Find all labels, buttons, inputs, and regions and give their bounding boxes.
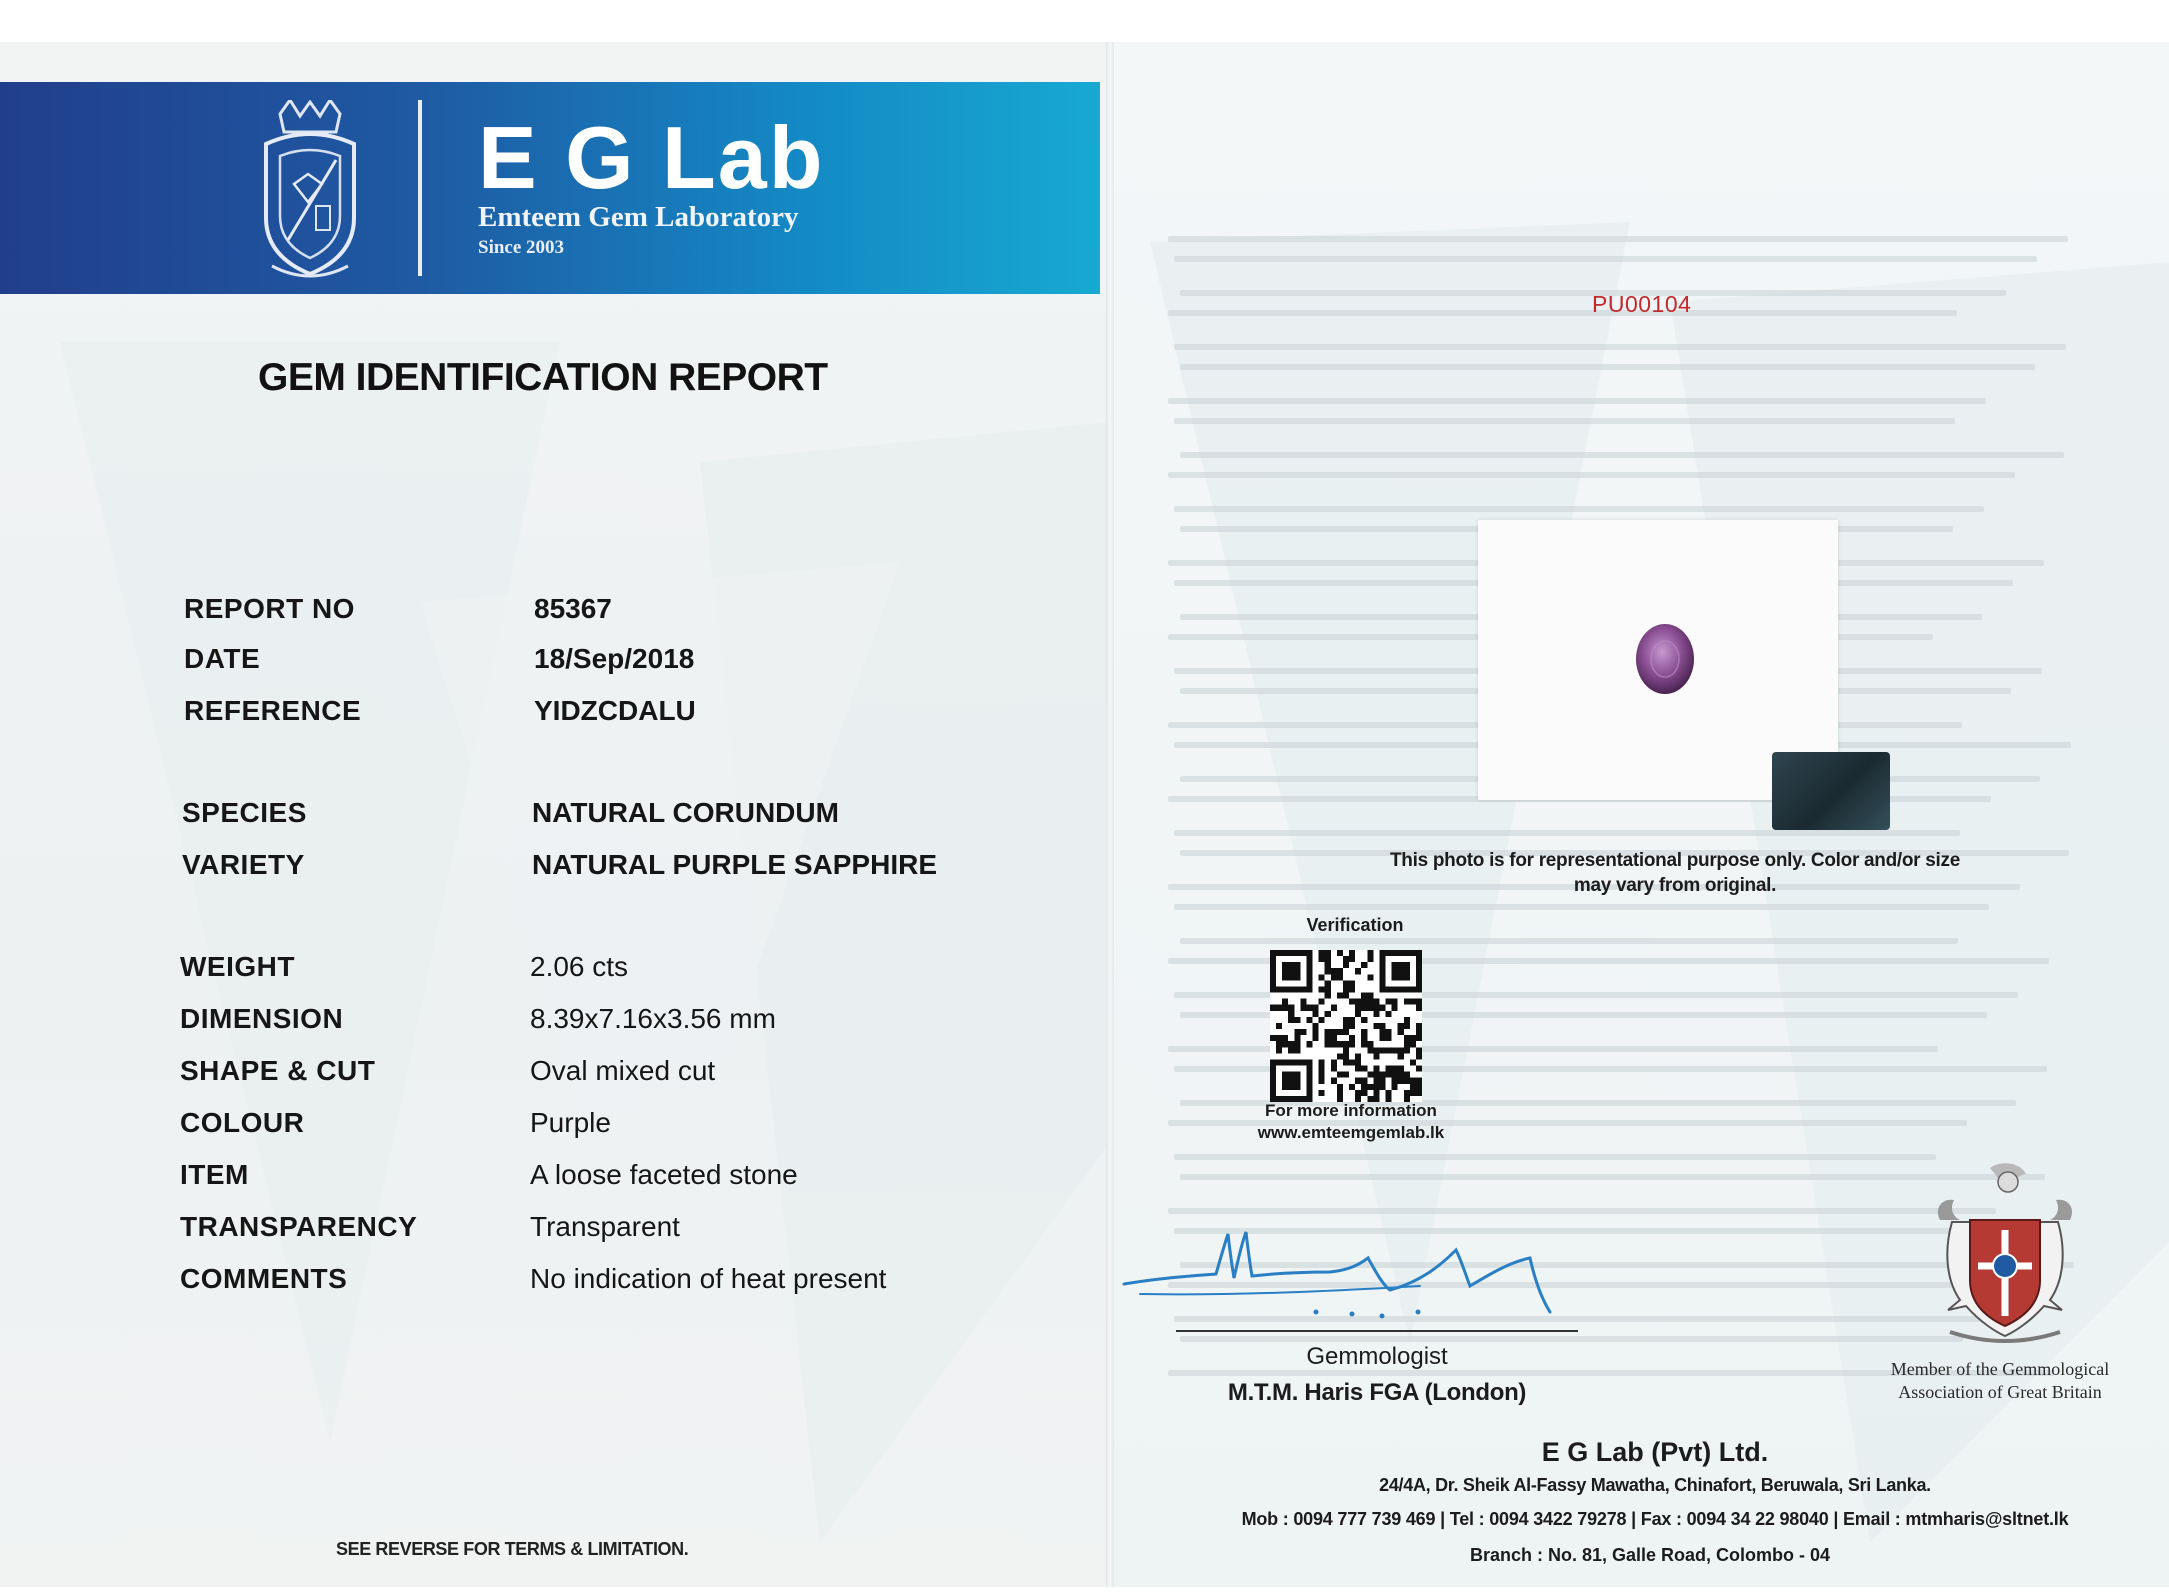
field-value: NATURAL PURPLE SAPPHIRE <box>532 849 938 880</box>
company-name: E G Lab (Pvt) Ltd. <box>1541 1437 1769 1467</box>
field-value: Oval mixed cut <box>530 1055 716 1086</box>
field-value: 18/Sep/2018 <box>534 643 695 674</box>
gemmologist-title: Gemmologist <box>1306 1343 1448 1370</box>
hologram-sticker <box>1772 752 1890 830</box>
field-label: ITEM <box>180 1159 249 1190</box>
field-value: 85367 <box>534 593 612 624</box>
field-label: SPECIES <box>182 797 307 828</box>
field-label: COMMENTS <box>180 1263 348 1294</box>
company-branch: Branch : No. 81, Galle Road, Colombo - 04 <box>1469 1545 1831 1565</box>
brand-name: E G Lab <box>478 108 825 207</box>
field-value: 2.06 cts <box>530 951 629 982</box>
purple-sapphire-image <box>1630 618 1700 700</box>
company-address: 24/4A, Dr. Sheik Al-Fassy Mawatha, Chinafort, Beruwala, Sri Lanka. <box>1379 1475 1931 1495</box>
verification-label: Verification <box>1306 915 1404 935</box>
field-value: Purple <box>530 1107 611 1138</box>
company-contact: Mob : 0094 777 739 469 | Tel : 0094 3422 79278 | Fax : 0094 34 22 98040 | Email : mtmharis@sltnet.lk <box>1241 1509 2069 1529</box>
website-link[interactable]: www.emteemgemlab.lk <box>1257 1123 1445 1142</box>
field-value: YIDZCDALU <box>534 695 696 726</box>
gemmologist-signature <box>1120 1200 1600 1340</box>
photo-disclaimer: This photo is for representational purpose only. Color and/or size may vary from original. <box>1390 850 1960 896</box>
field-value: 8.39x7.16x3.56 mm <box>530 1003 776 1034</box>
report-title: GEM IDENTIFICATION REPORT <box>258 356 828 399</box>
brand-subtitle: Emteem Gem Laboratory <box>478 201 799 233</box>
header-divider <box>418 100 422 276</box>
more-info-label: For more information <box>1265 1101 1437 1120</box>
field-value: Transparent <box>530 1211 680 1242</box>
field-label: SHAPE & CUT <box>180 1055 376 1086</box>
gemmologist-name: M.T.M. Haris FGA (London) <box>1227 1379 1527 1406</box>
verification-qr-code[interactable] <box>1270 950 1422 1102</box>
field-label: REFERENCE <box>184 695 362 726</box>
field-label: DATE <box>184 643 261 674</box>
field-label: DIMENSION <box>180 1003 344 1034</box>
field-label: REPORT NO <box>184 593 355 624</box>
field-label: VARIETY <box>182 849 305 880</box>
field-label: COLOUR <box>180 1107 305 1138</box>
gemmological-association-crest <box>1930 1160 2080 1350</box>
field-value: No indication of heat present <box>530 1263 887 1294</box>
terms-footnote: SEE REVERSE FOR TERMS & LIMITATION. <box>336 1539 689 1559</box>
serial-number: PU00104 <box>1592 291 1692 317</box>
signature-line <box>1176 1330 1578 1332</box>
membership-note: Member of the Gemmological Association of Great Britain <box>1890 1359 2110 1402</box>
field-value: A loose faceted stone <box>530 1159 798 1190</box>
field-label: TRANSPARENCY <box>180 1211 418 1242</box>
brand-since: Since 2003 <box>478 237 565 258</box>
lab-crest-logo <box>250 100 370 290</box>
field-value: NATURAL CORUNDUM <box>532 797 839 828</box>
field-label: WEIGHT <box>180 951 295 982</box>
